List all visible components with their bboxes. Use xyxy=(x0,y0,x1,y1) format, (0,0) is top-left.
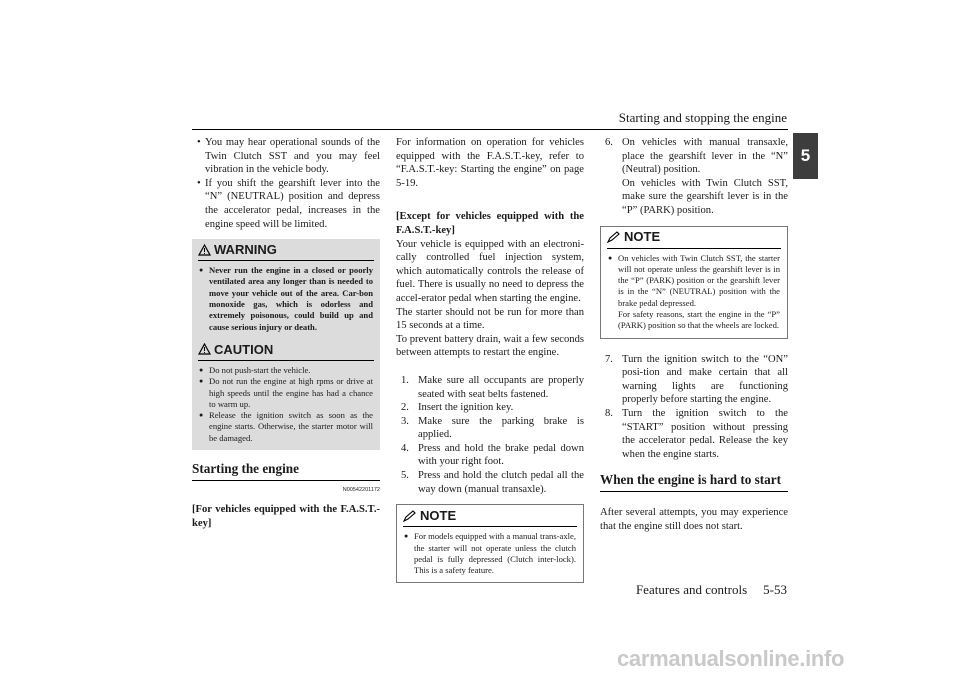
subheading-except-fast-key: [Except for vehicles equipped with the F.A.S.T.-key] xyxy=(396,211,584,236)
step-list xyxy=(600,136,788,218)
warning-item: ● Never run the engine in a closed or poorly ventilated area any longer than is needed to move your vehicle out of the area. Car-bon monoxide gas, which is odorless and extremely poisonous, could build up and cause serious injury or death. xyxy=(199,265,373,333)
note-label: NOTE xyxy=(624,229,661,245)
note-label: NOTE xyxy=(420,507,457,523)
header-rule xyxy=(192,129,788,130)
section-name: Features and controls xyxy=(635,582,748,597)
list-item: • If you shift the gearshift lever into the “N” (NEUTRAL) position and depress the accelerator pedal, increases in the engine speed will be limited. xyxy=(192,177,380,231)
caution-item: ● Release the ignition switch as soon as the engine starts. Otherwise, the starter motor will be damaged. xyxy=(199,410,373,444)
page-footer xyxy=(636,582,787,598)
caution-header xyxy=(198,339,374,361)
pencil-icon xyxy=(403,510,417,522)
paragraph: The starter should not be run for more than 15 seconds at a time. xyxy=(396,306,584,332)
pencil-icon xyxy=(607,231,621,243)
note-item-continued: For safety reasons, start the engine in the “P” (PARK) position so that the wheels are locked. xyxy=(618,309,780,331)
note-item: ● On vehicles with Twin Clutch SST, the starter will not operate unless the gearshift lever is in the “P” (PARK) position or the gearshift lever is in the “N” (NEUTRAL) position with the brake pedal depressed. xyxy=(608,253,780,309)
warning-label: WARNING xyxy=(214,241,277,257)
column-3 xyxy=(600,136,788,533)
subheading-fast-key: [For vehicles equipped with the F.A.S.T.-key] xyxy=(192,504,380,529)
caution-item: ● Do not run the engine at high rpms or drive at high speeds until the engine has had a chance to warm up. xyxy=(199,376,373,410)
reference-code: N00542201172 xyxy=(342,486,380,493)
list-item: 4. Press and hold the brake pedal down with your right foot. xyxy=(401,442,584,468)
bullet-list xyxy=(192,136,380,231)
caution-box xyxy=(192,339,380,450)
note-header xyxy=(403,505,577,527)
paragraph: Your vehicle is equipped with an electroni-cally controlled fuel injection system, which automatically controls the release of fuel. There is usually no need to depress the accel-erator pedal when starting the engine. xyxy=(396,238,584,304)
list-item: • You may hear operational sounds of the Twin Clutch SST and you may feel vibration in the vehicle body. xyxy=(192,136,380,177)
list-item: 2. Insert the ignition key. xyxy=(401,402,514,414)
note-box xyxy=(396,504,584,583)
note-box xyxy=(600,226,788,339)
watermark-logo: carmanualsonline.info xyxy=(617,646,845,671)
paragraph: After several attempts, you may experience that the engine still does not start. xyxy=(600,506,788,532)
caution-triangle-icon xyxy=(198,343,211,355)
caution-item: ● Do not push-start the vehicle. xyxy=(199,365,373,376)
note-header xyxy=(607,227,781,249)
note-item: ● For models equipped with a manual trans-axle, the starter will not operate unless the clutch pedal is fully depressed (Clutch inter-lock). This is a safety feature. xyxy=(404,531,576,576)
list-item: 5. Press and hold the clutch pedal all the way down (manual transaxle). xyxy=(401,470,584,495)
list-item: 7. Turn the ignition switch to the “ON” posi-tion and make certain that all warning lights are functioning properly before starting the engine. xyxy=(605,353,788,406)
list-item: 1. Make sure all occupants are properly seated with seat belts fastened. xyxy=(401,374,584,400)
warning-box xyxy=(192,239,380,339)
warning-triangle-icon xyxy=(198,244,211,256)
page-header-title: Starting and stopping the engine xyxy=(618,110,787,125)
paragraph: To prevent battery drain, wait a few seconds between attempts to restart the engine. xyxy=(396,333,584,359)
page-number: 5-53 xyxy=(763,582,787,597)
step-list xyxy=(600,353,788,462)
warning-header xyxy=(198,239,374,261)
caution-label: CAUTION xyxy=(214,341,274,357)
section-title-hard-to-start: When the engine is hard to start xyxy=(600,473,788,492)
chapter-tab: 5 xyxy=(793,133,818,179)
list-item: 6. On vehicles with manual transaxle, place the gearshift lever in the “N” (Neutral) position. On vehicles with Twin Clutch SST, make sure the gearshift lever is in the “P” (PARK) position. xyxy=(605,137,788,216)
intro-paragraph: For information on operation for vehicles equipped with the F.A.S.T.-key, refer to “F.A.S.T.-key: Starting the engine” on page 5-19. xyxy=(396,137,584,189)
list-item: 3. Make sure the parking brake is applied. xyxy=(401,415,584,441)
section-title-starting: Starting the engine xyxy=(192,462,380,481)
column-1 xyxy=(192,136,380,530)
list-item: 8. Turn the ignition switch to the “START” position without pressing the accelerator pedal. Release the key when the engine starts. xyxy=(605,408,788,460)
step-list xyxy=(396,374,584,496)
column-2 xyxy=(396,136,584,583)
